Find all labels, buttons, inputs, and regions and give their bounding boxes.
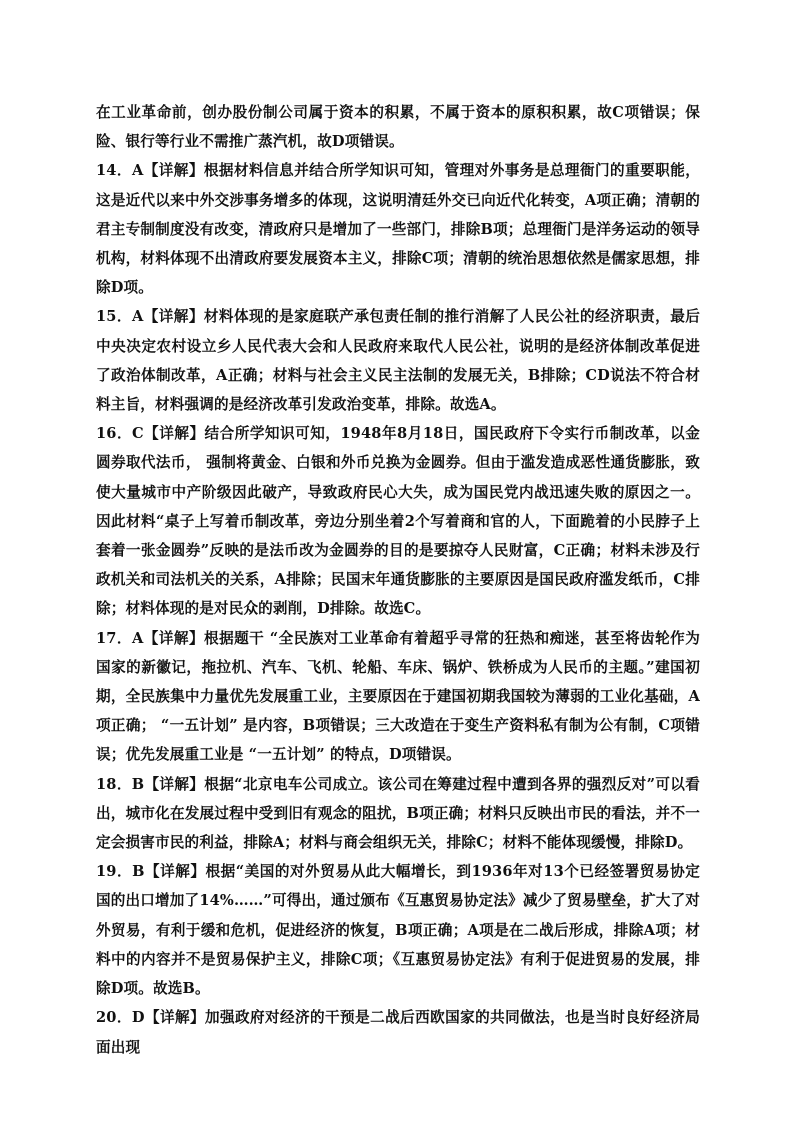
- answer-18: 18．B【详解】根据“北京电车公司成立。该公司在筹建过程中遭到各界的强烈反对”可以看出，城市化在发展过程中受到旧有观念的阻扰，B项正确；材料只反映出市民的看法，并不一定会损害市民的利益，排除A；材料与商会组织无关，排除C；材料不能体现缓慢，排除D。: [96, 775, 700, 852]
- answer-15: 15．A【详解】材料体现的是家庭联产承包责任制的推行消解了人民公社的经济职责，最后中央决定农村设立乡人民代表大会和人民政府来取代人民公社，说明的是经济体制改革促进了政治体制改革，A正确；材料与社会主义民主法制的发展无关，B排除；CD说法不符合材料主旨，材料强调的是经济改革引发政治变革，排除。故选A。: [96, 308, 700, 414]
- answer-16: 16．C【详解】结合所学知识可知，1948年8月18日，国民政府下令实行币制改革，以金圆券取代法币， 强制将黄金、白银和外币兑换为金圆券。但由于滥发造成恶性通货膨胀，致使大量城市中产阶级因此破产，导致政府民心大失，成为国民党内战迅速失败的原因之一。因此材料“桌子上写着币制改革，旁边分别坐着2个写着商和官的人，下面跪着的小民脖子上套着一张金圆券”反映的是法币改为金圆券的目的是要掠夺人民财富，C正确；材料未涉及行政机关和司法机关的关系，A排除；民国末年通货膨胀的主要原因是国民政府滥发纸币，C排除；材料体现的是对民众的剥削，D排除。故选C。: [96, 425, 700, 618]
- document-page: [96, 98, 700, 1062]
- answer-14: 14．A【详解】根据材料信息并结合所学知识可知，管理对外事务是总理衙门的重要职能，这是近代以来中外交涉事务增多的体现，这说明清廷外交已向近代化转变，A项正确；清朝的君主专制制度没有改变，清政府只是增加了一些部门，排除B项；总理衙门是洋务运动的领导机构，材料体现不出清政府要发展资本主义，排除C项；清朝的统治思想依然是儒家思想，排除D项。: [96, 162, 700, 297]
- paragraph-continuation: 在工业革命前，创办股份制公司属于资本的积累，不属于资本的原积积累，故C项错误；保险、银行等行业不需推广蒸汽机，故D项错误。: [96, 104, 700, 151]
- answer-17: 17．A【详解】根据题干 “全民族对工业革命有着超乎寻常的狂热和痴迷，甚至将齿轮作为国家的新徽记，拖拉机、汽车、飞机、轮船、车床、锅炉、铁桥成为人民币的主题。”建国初期，全民族集中力量优先发展重工业，主要原因在于建国初期我国较为薄弱的工业化基础，A项正确； “一五计划” 是内容，B项错误；三大改造在于变生产资料私有制为公有制，C项错误；优先发展重工业是 “一五计划” 的特点，D项错误。: [96, 629, 700, 764]
- answer-20: 20．D【详解】加强政府对经济的干预是二战后西欧国家的共同做法，也是当时良好经济局面出现: [96, 1009, 700, 1056]
- answer-19: 19．B【详解】根据“美国的对外贸易从此大幅增长，到1936年对13个已经签署贸易协定国的出口增加了14%……”可得出，通过颁布《互惠贸易协定法》减少了贸易壁垒，扩大了对外贸易，有利于缓和危机，促进经济的恢复，B项正确；A项是在二战后形成，排除A项；材料中的内容并不是贸易保护主义，排除C项；《互惠贸易协定法》有利于促进贸易的发展，排除D项。故选B。: [96, 863, 700, 998]
